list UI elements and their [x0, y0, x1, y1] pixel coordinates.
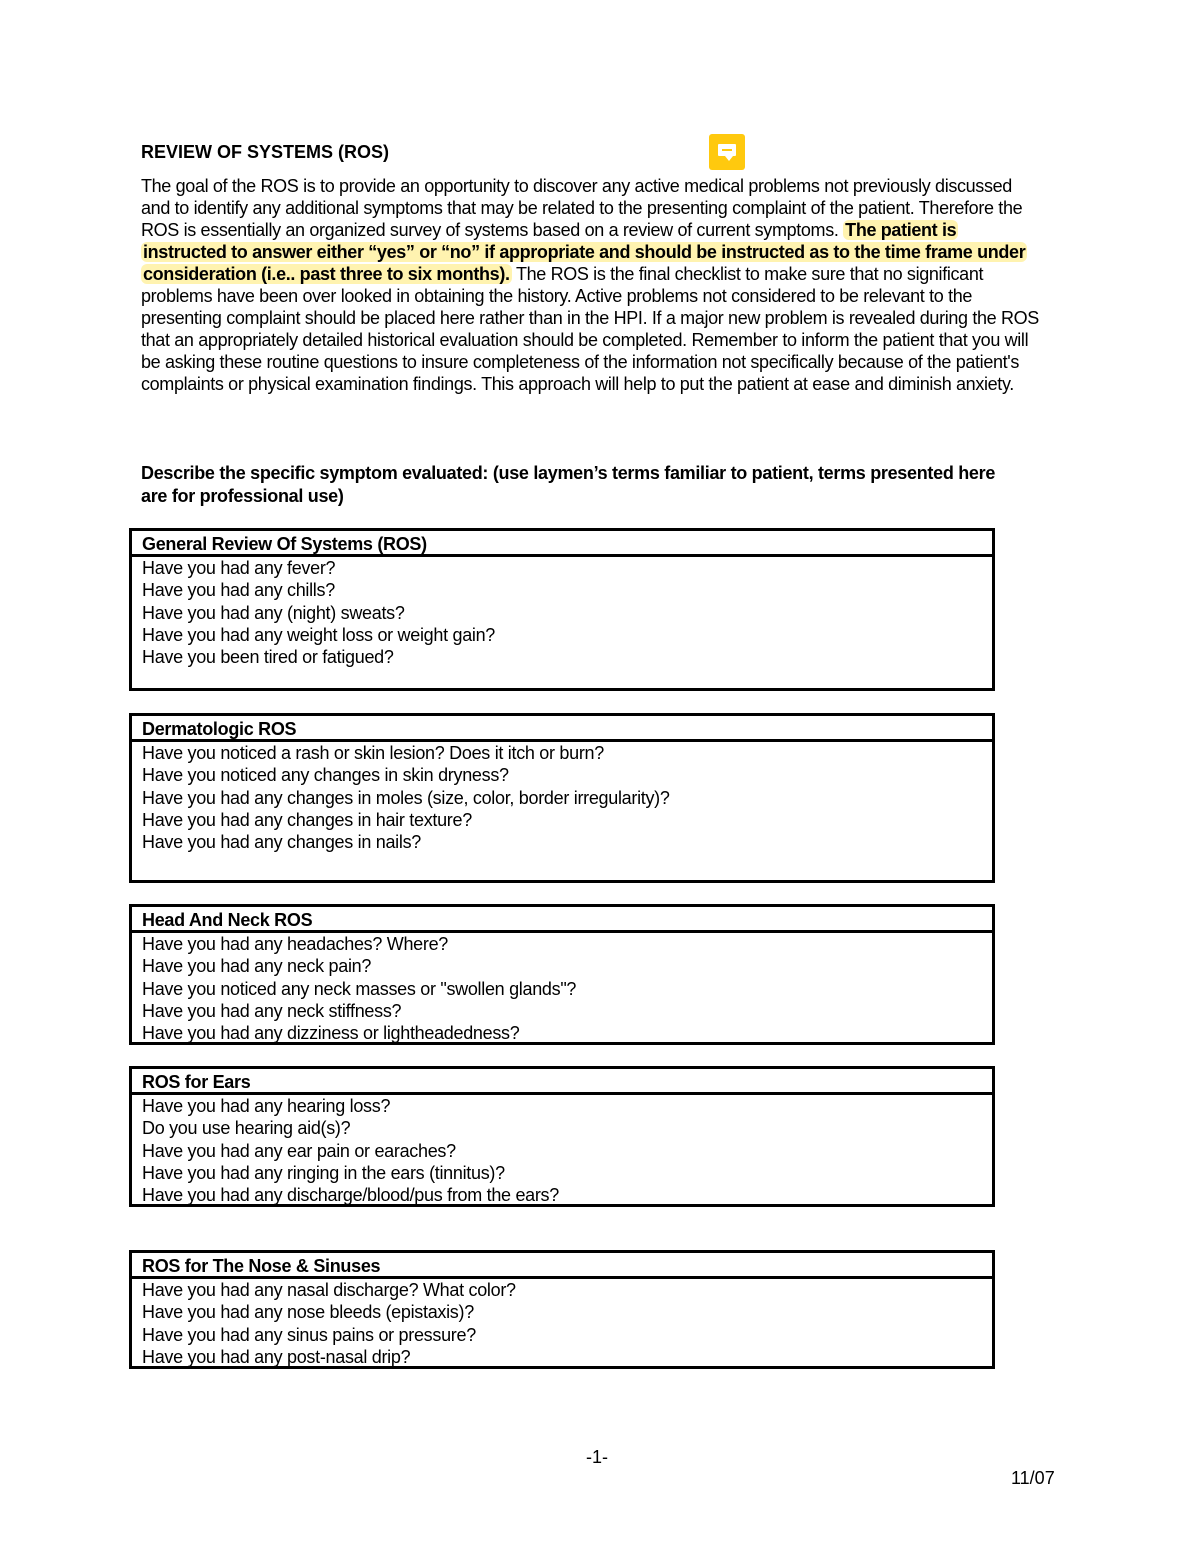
- ros-section-head-neck: [129, 904, 995, 1045]
- question-item: Have you had any sinus pains or pressure?: [142, 1324, 476, 1345]
- question-item: Have you had any post-nasal drip?: [142, 1346, 411, 1367]
- section-heading: Head And Neck ROS: [132, 907, 992, 933]
- question-list: [132, 1095, 992, 1206]
- question-list: [132, 1279, 992, 1368]
- revision-date: 11/07: [1011, 1468, 1055, 1488]
- comment-icon[interactable]: [709, 134, 745, 170]
- document-title: REVIEW OF SYSTEMS (ROS): [141, 142, 390, 162]
- question-item: Have you noticed a rash or skin lesion? Does it itch or burn?: [142, 743, 604, 763]
- question-item: Have you noticed any neck masses or "swollen glands"?: [142, 978, 577, 999]
- question-list: [132, 933, 992, 1044]
- question-item: Have you had any chills?: [142, 580, 335, 601]
- page-number: -1-: [586, 1447, 608, 1467]
- question-item: Have you had any hearing loss?: [142, 1096, 391, 1116]
- intro-text-start: The goal of the ROS is to provide an opportunity to discover any active medical problems not previously discussed and to identify any additional symptoms that may be related to the presenting complaint of the patient. Therefore the ROS is essentially an organized survey of systems based on a review of current symptoms.: [141, 176, 1023, 240]
- intro-paragraph: [141, 175, 1041, 395]
- question-item: Have you had any ringing in the ears (tinnitus)?: [142, 1162, 505, 1183]
- question-item: Have you had any changes in nails?: [142, 832, 421, 853]
- question-item: Have you noticed any changes in skin dryness?: [142, 765, 509, 786]
- ros-section-dermatologic: [129, 713, 995, 883]
- question-item: Have you had any neck stiffness?: [142, 1000, 402, 1021]
- question-item: Have you had any discharge/blood/pus from the ears?: [142, 1185, 559, 1206]
- question-item: Have you had any neck pain?: [142, 956, 372, 977]
- question-item: Have you had any nose bleeds (epistaxis)?: [142, 1302, 474, 1323]
- question-item: Have you had any nasal discharge? What color?: [142, 1280, 516, 1300]
- question-item: Have you had any fever?: [142, 558, 336, 578]
- question-list: [132, 742, 992, 853]
- section-heading: General Review Of Systems (ROS): [132, 531, 992, 557]
- question-item: Have you had any changes in moles (size, color, border irregularity)?: [142, 787, 670, 808]
- highlighted-instruction: The patient is instructed to answer either “yes” or “no” if appropriate and should be instructed as to the time frame under consideration (i.e.. past three to six months).: [143, 220, 1026, 284]
- question-item: Have you had any ear pain or earaches?: [142, 1140, 456, 1161]
- describe-heading: Describe the specific symptom evaluated: (use laymen’s terms familiar to patient, terms presented here are for professional use): [141, 463, 996, 506]
- section-heading: ROS for The Nose & Sinuses: [132, 1253, 992, 1279]
- ros-section-ears: [129, 1066, 995, 1207]
- question-item: Have you had any weight loss or weight gain?: [142, 624, 496, 645]
- intro-text-end: The ROS is the final checklist to make sure that no significant problems have been over looked in obtaining the history. Active problems not considered to be relevant to the presenting complaint should be placed here rather than in the HPI. If a major new problem is revealed during the ROS that an appropriately detailed historical evaluation should be completed. Remember to inform the patient that you will be asking these routine questions to insure completeness of the information not specifically because of the patient's complaints or physical examination findings. This approach will help to put the patient at ease and diminish anxiety.: [141, 264, 1039, 394]
- question-item: Have you had any (night) sweats?: [142, 602, 405, 623]
- question-item: Have you been tired or fatigued?: [142, 647, 394, 668]
- question-item: Have you had any dizziness or lightheadedness?: [142, 1023, 520, 1044]
- question-item: Do you use hearing aid(s)?: [142, 1118, 351, 1139]
- ros-section-nose-sinuses: [129, 1250, 995, 1369]
- section-heading: Dermatologic ROS: [132, 716, 992, 742]
- comment-line-shape: [722, 149, 732, 151]
- question-item: Have you had any changes in hair texture?: [142, 809, 472, 830]
- section-heading: ROS for Ears: [132, 1069, 992, 1095]
- question-item: Have you had any headaches? Where?: [142, 934, 449, 954]
- ros-section-general: [129, 528, 995, 691]
- question-list: [132, 557, 992, 668]
